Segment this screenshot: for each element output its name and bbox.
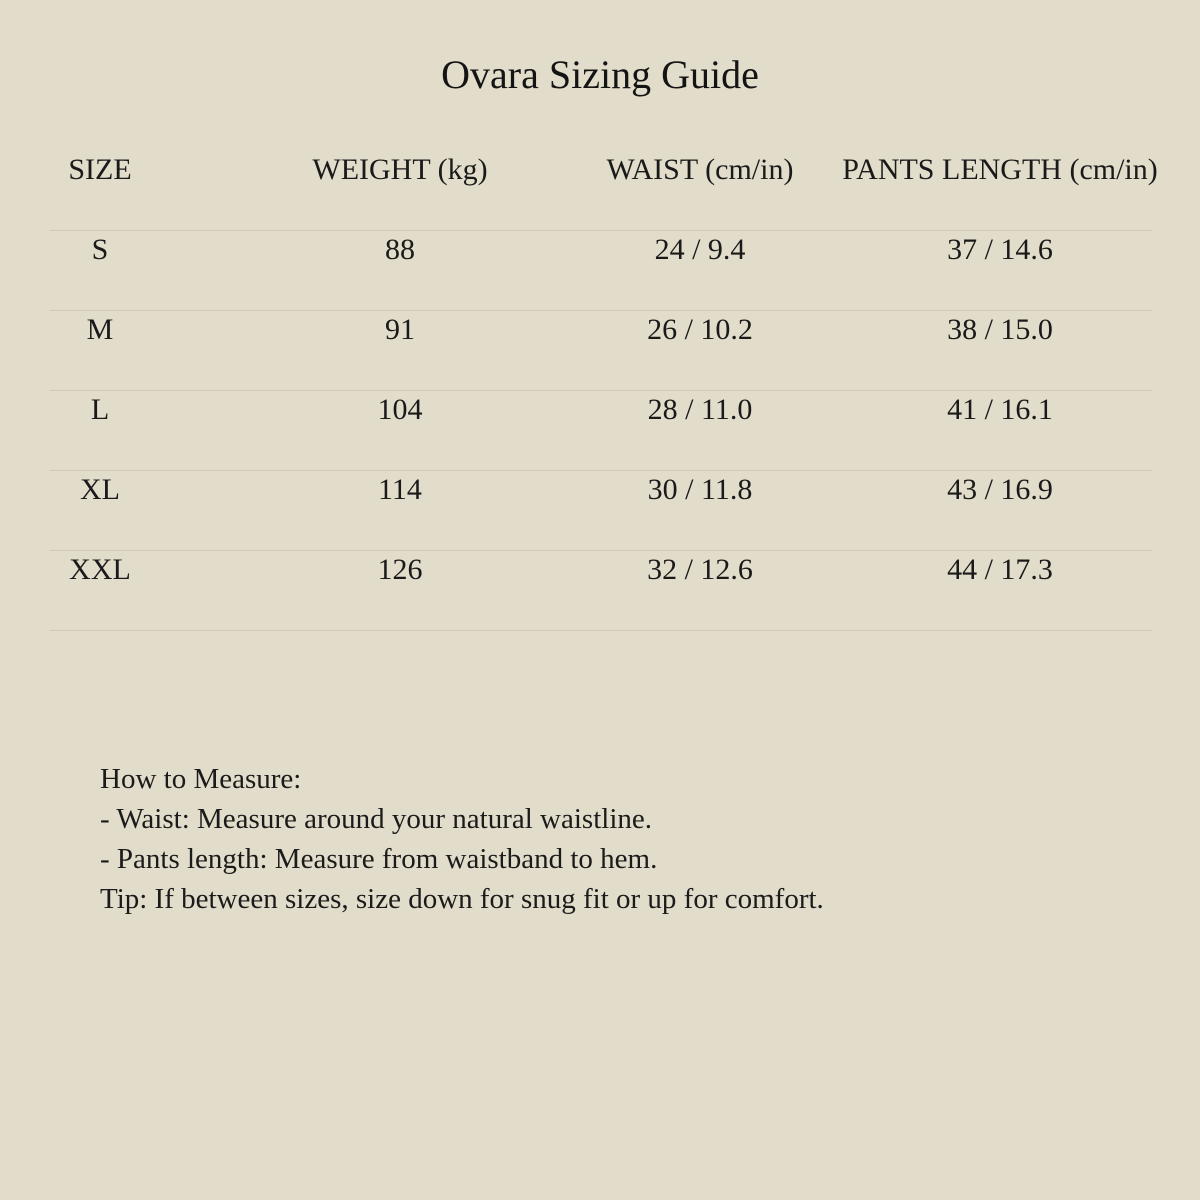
cell-size: XXL bbox=[69, 553, 131, 586]
table-row-s bbox=[0, 230, 1200, 270]
table-header-row bbox=[0, 150, 1200, 190]
cell-weight: 104 bbox=[377, 393, 423, 426]
cell-waist: 30 / 11.8 bbox=[647, 473, 753, 506]
cell-pants-length: 43 / 16.9 bbox=[947, 473, 1053, 506]
cell-waist: 28 / 11.0 bbox=[647, 393, 753, 426]
notes-line-tip: Tip: If between sizes, size down for snug fit or up for comfort. bbox=[100, 883, 824, 915]
page-title: Ovara Sizing Guide bbox=[441, 52, 759, 97]
table-row-xl bbox=[0, 470, 1200, 510]
cell-size: M bbox=[86, 313, 114, 346]
cell-weight: 114 bbox=[378, 473, 422, 506]
cell-size: XL bbox=[80, 473, 120, 506]
cell-waist: 32 / 12.6 bbox=[647, 553, 753, 586]
cell-weight: 91 bbox=[385, 313, 415, 346]
cell-waist: 24 / 9.4 bbox=[654, 233, 746, 266]
column-header-pants-length: PANTS LENGTH (cm/in) bbox=[842, 153, 1158, 186]
notes-line-waist: - Waist: Measure around your natural waistline. bbox=[100, 803, 653, 835]
column-header-size: SIZE bbox=[68, 153, 132, 186]
column-header-waist: WAIST (cm/in) bbox=[606, 153, 794, 186]
column-header-weight: WEIGHT (kg) bbox=[312, 153, 488, 186]
cell-size: L bbox=[90, 393, 110, 426]
cell-pants-length: 44 / 17.3 bbox=[947, 553, 1053, 586]
table-row-xxl bbox=[0, 550, 1200, 590]
cell-pants-length: 38 / 15.0 bbox=[947, 313, 1053, 346]
cell-pants-length: 41 / 16.1 bbox=[947, 393, 1053, 426]
notes-line-pants: - Pants length: Measure from waistband to hem. bbox=[100, 843, 658, 875]
table-row-m bbox=[0, 310, 1200, 350]
notes-heading: How to Measure: bbox=[100, 763, 302, 795]
table-row-l bbox=[0, 390, 1200, 430]
cell-pants-length: 37 / 14.6 bbox=[947, 233, 1053, 266]
cell-weight: 126 bbox=[377, 553, 423, 586]
table-bottom-divider bbox=[50, 630, 1152, 631]
cell-waist: 26 / 10.2 bbox=[647, 313, 753, 346]
cell-size: S bbox=[91, 233, 109, 266]
cell-weight: 88 bbox=[385, 233, 415, 266]
measure-notes bbox=[100, 759, 824, 919]
